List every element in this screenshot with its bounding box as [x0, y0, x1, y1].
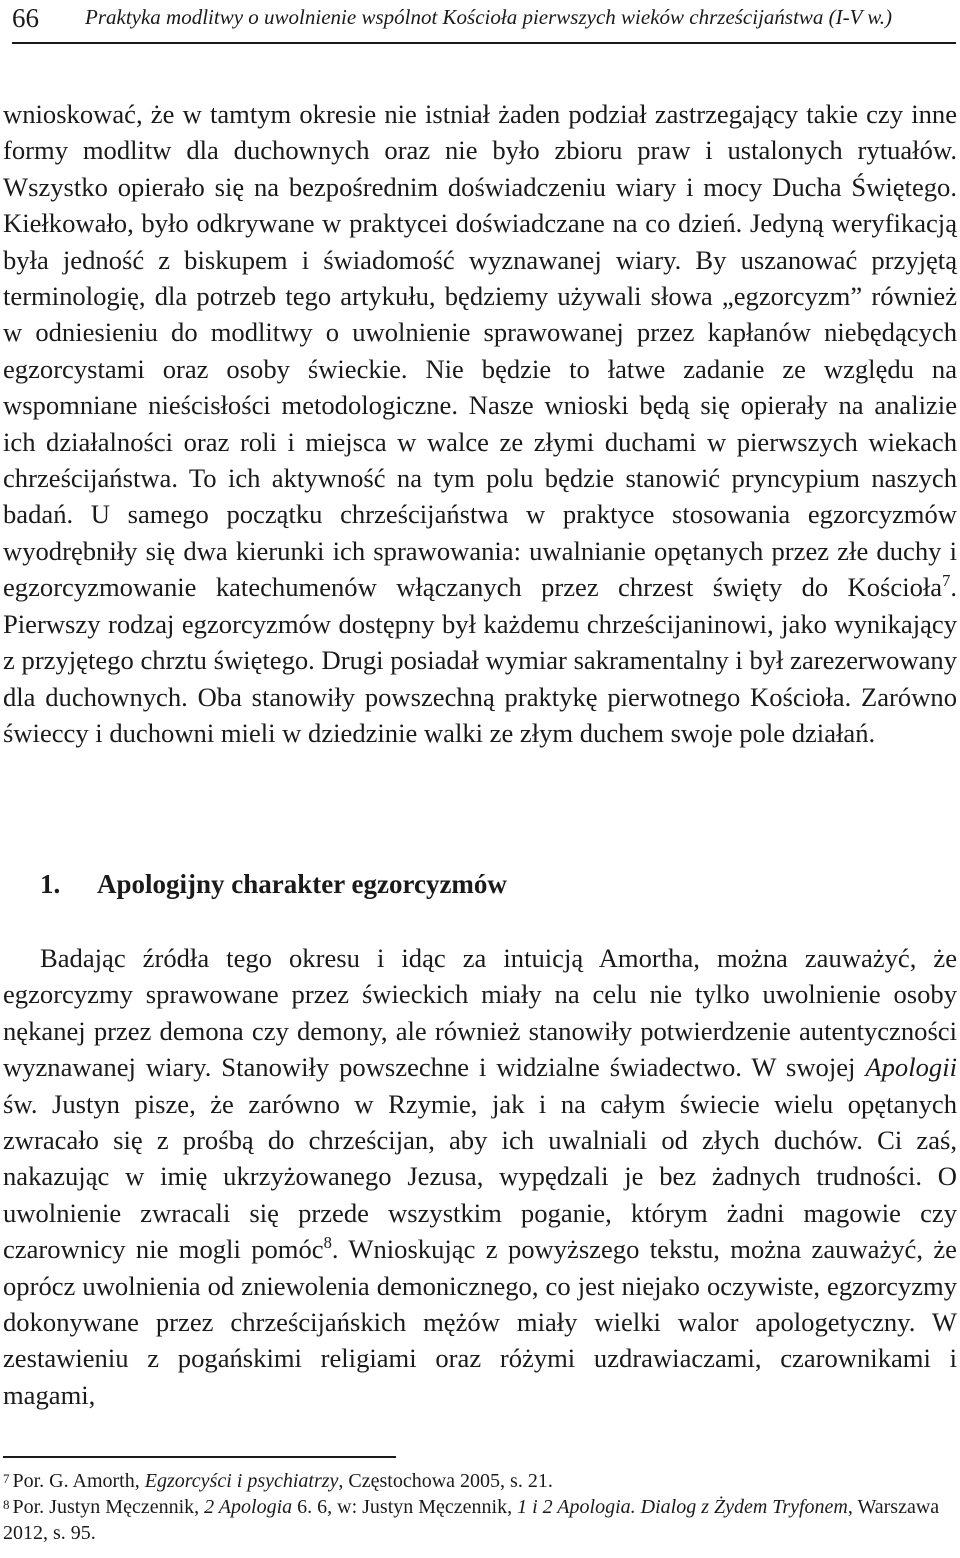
footnote-7 — [3, 1468, 957, 1494]
footnote-text: 6. 6, w: Justyn Męczennik, — [292, 1496, 518, 1518]
footnote-mark: 7 — [3, 1471, 10, 1486]
footnote-text: Por. Justyn Męczennik, — [12, 1496, 205, 1518]
page-header — [12, 0, 956, 48]
footnote-ref-8[interactable]: 8 — [323, 1233, 332, 1253]
paragraph-text: św. Justyn pisze, że zarówno w Rzymie, jak i na całym świecie wielu opętanych zwracało się z prośbą do chrześcijan, aby ich uwalniali od złych duchów. Ci zaś, nakazując w imię ukrzyżowanego Jezusa, wypędzali je bez żadnych trudności. O uwolnienie zwracali się przede wszystkim poganie, którym żadni magowie czy czarownicy nie mogli pomóc — [3, 1088, 957, 1265]
paragraph-text: wnioskować, że w tamtym okresie nie istniał żaden podział zastrzegający takie czy inne formy modlitw dla duchownych oraz nie było zbioru praw i ustalonych rytuałów. Wszystko opierało się na bezpośrednim doświadczeniu wiary i mocy Ducha Świętego. Kiełkowało, było odkrywane w praktycei doświadczane na co dzień. Jedyną weryfikacją była jedność z biskupem i świadomość wyznawanej wiary. By uszanować przyjętą terminologię, dla potrzeb tego artykułu, będziemy używali słowa „egzorcyzm” również w odniesieniu do modlitwy o uwolnienie sprawowanej przez kapłanów niebędących egzorcystami oraz osoby świeckie. Nie będzie to łatwe zadanie ze względu na wspomniane nieścisłości metodologiczne. Nasze wnioski będą się opierały na analizie ich działalności oraz roli i miejsca w walce ze złymi duchami w pierwszych wiekach chrześcijaństwa. To ich aktywność na tym polu będzie stanowić pryncypium naszych badań. U samego początku chrześcijaństwa w praktyce stosowania egzorcyzmów wyodrębniły się dwa kierunki ich sprawowania: uwalnianie opętanych przez złe duchy i egzorcyzmowanie katechumenów włączanych przez chrzest święty do Kościoła — [3, 99, 957, 603]
paragraph-continuation — [3, 96, 957, 751]
footnote-text: , Częstochowa 2005, s. 21. — [338, 1470, 553, 1492]
section-heading — [40, 866, 940, 902]
section-number: 1. — [40, 869, 61, 899]
footnote-ref-7[interactable]: 7 — [942, 571, 951, 591]
section-title: Apologijny charakter egzorcyzmów — [97, 869, 507, 899]
footnote-mark: 8 — [3, 1497, 10, 1512]
footnote-text: Por. G. Amorth, — [12, 1470, 145, 1492]
footnote-title-italic: 2 Apologia — [204, 1496, 293, 1518]
footnotes — [3, 1468, 957, 1546]
paragraph-text: . Wnioskując z powyższego tekstu, można zauważyć, że oprócz uwolnienia od zniewolenia demonicznego, co jest niejako oczywiste, egzorcyzmy dokonywane przez chrześcijańskich mężów miały wielki walor apologetyczny. W zestawieniu z pogańskimi religiami oraz różymi uzdrawiaczami, czarownikami i magami, — [3, 1234, 957, 1410]
page-number: 66 — [12, 3, 39, 33]
work-title-italic: Apologii — [865, 1052, 957, 1083]
footnote-text: , Warszawa 2012, s. 95. — [3, 1496, 940, 1544]
footnote-title-italic: 1 i 2 Apologia. Dialog z Żydem Tryfonem — [517, 1496, 848, 1518]
footnote-title-italic: Egzorcyści i psychiatrzy — [144, 1470, 339, 1492]
paragraph-text: Badając źródła tego okresu i idąc za intuicją Amortha, można zauważyć, że egzorcyzmy sprawowane przez świeckich miały na celu nie tylko uwolnienie osoby nękanej przez demona czy demony, ale również stanowiły potwierdzenie autentyczności wyznawanej wiary. Stanowiły powszechne i widzialne świadectwo. W swojej — [3, 943, 957, 1083]
footnote-divider — [3, 1456, 396, 1458]
paragraph-text: . Pierwszy rodzaj egzorcyzmów dostępny był każdemu chrześcijaninowi, jako wynikający z przyjętego chrztu świętego. Drugi posiadał wymiar sakramentalny i był zarezerwowany dla duchownych. Oba stanowiły powszechną praktykę pierwotnego Kościoła. Zarówno świeccy i duchowni mieli w dziedzinie walki ze złym duchem swoje pole działań. — [3, 572, 957, 748]
running-head: Praktyka modlitwy o uwolnienie wspólnot Kościoła pierwszych wieków chrześcijaństwa (I-V w.) — [85, 5, 893, 29]
paragraph-section-1 — [3, 940, 957, 1413]
footnote-8 — [3, 1494, 957, 1546]
header-divider — [12, 42, 956, 44]
